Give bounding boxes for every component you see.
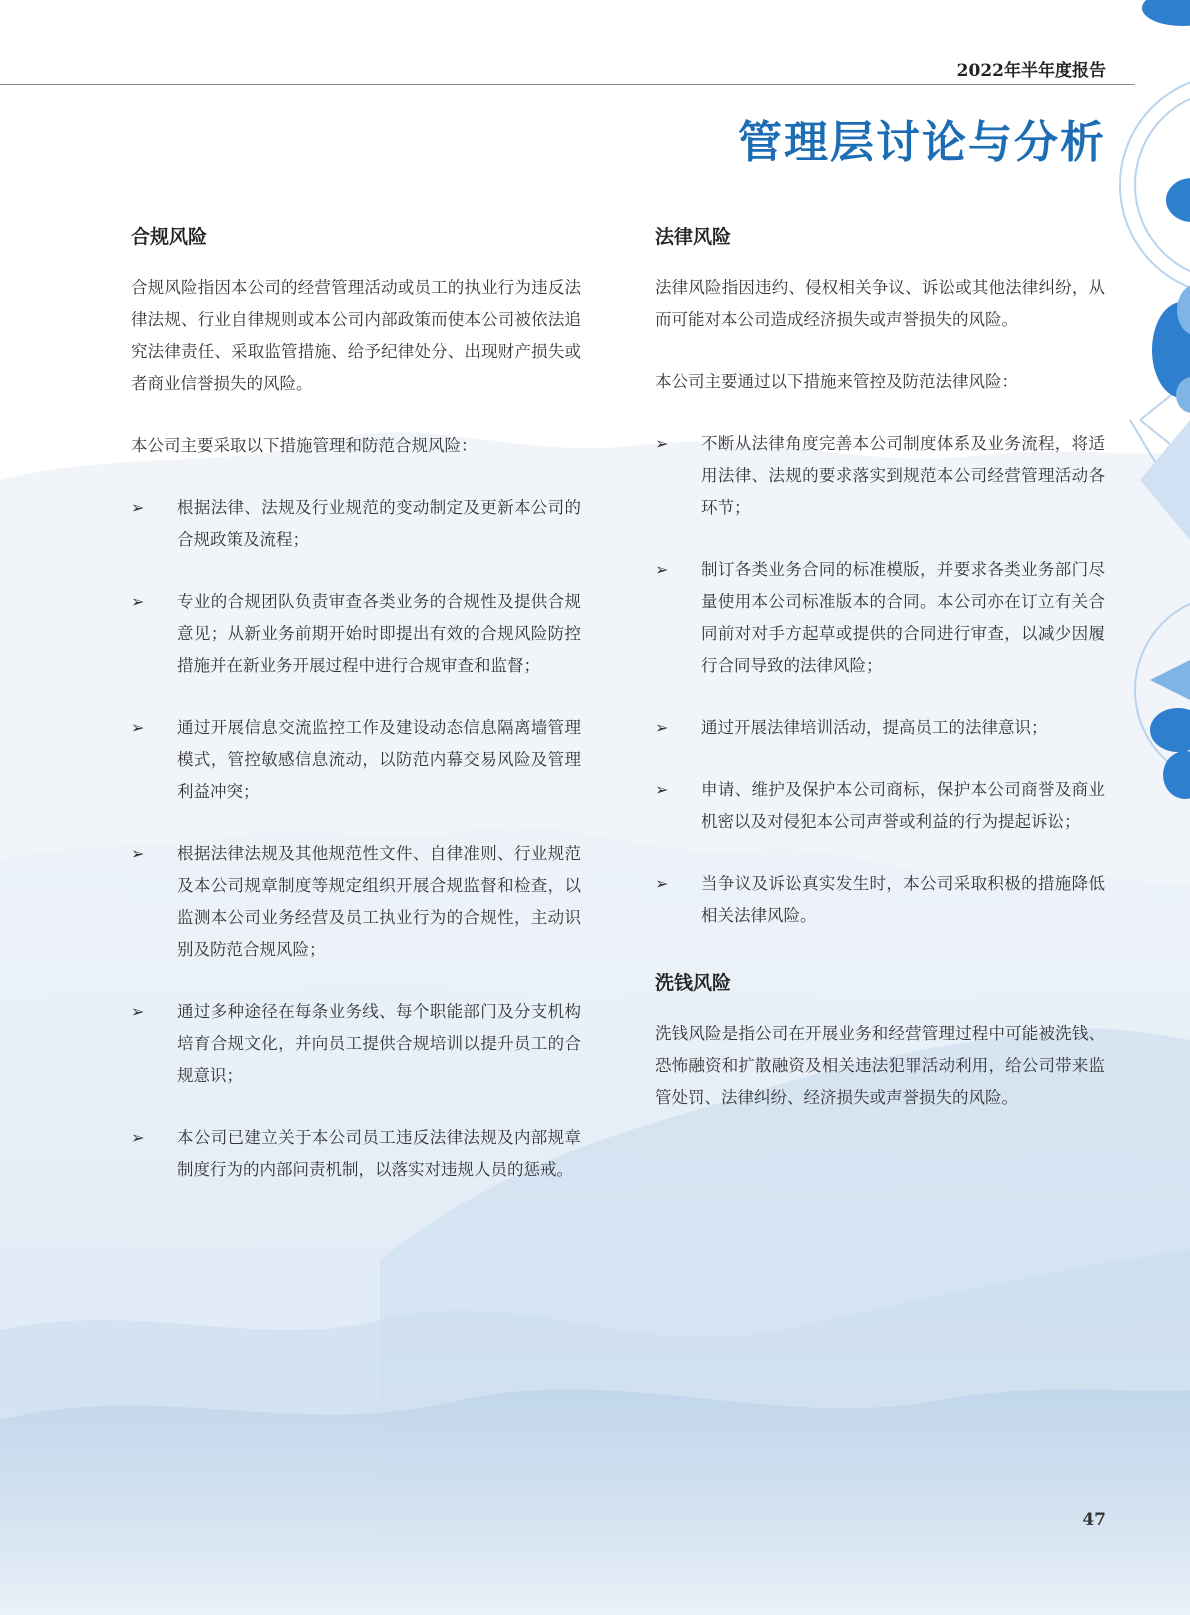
- list-item: [655, 774, 1105, 838]
- arrowhead-bullet-icon: ➢: [655, 434, 669, 453]
- list-item-text: 当争议及诉讼真实发生时，本公司采取积极的措施降低相关法律风险。: [701, 874, 1105, 925]
- list-item: [131, 996, 581, 1092]
- list-item-text: 通过开展法律培训活动，提高员工的法律意识；: [701, 718, 1048, 737]
- arrowhead-bullet-icon: ➢: [131, 1002, 145, 1021]
- arrowhead-bullet-icon: ➢: [131, 498, 145, 517]
- legal-measures-list: [655, 428, 1105, 932]
- left-column: [131, 222, 581, 1216]
- header-divider: [0, 84, 1135, 85]
- legal-risk-intro: 法律风险指因违约、侵权相关争议、诉讼或其他法律纠纷，从而可能对本公司造成经济损失或声誉损失的风险。: [655, 278, 1105, 329]
- aml-risk-intro: 洗钱风险是指公司在开展业务和经营管理过程中可能被洗钱、恐怖融资和扩散融资及相关违法犯罪活动利用，给公司带来监管处罚、法律纠纷、经济损失或声誉损失的风险。: [655, 1024, 1105, 1107]
- list-item: [131, 492, 581, 556]
- list-item-text: 本公司已建立关于本公司员工违反法律法规及内部规章制度行为的内部问责机制，以落实对违规人员的惩戒。: [177, 1128, 581, 1179]
- report-title: 2022年半年度报告: [956, 61, 1106, 81]
- arrowhead-bullet-icon: ➢: [131, 592, 145, 611]
- flower-ornament-image: [1100, 0, 1190, 820]
- list-item: [131, 586, 581, 682]
- list-item-text: 根据法律、法规及行业规范的变动制定及更新本公司的合规政策及流程；: [177, 498, 581, 549]
- list-item-text: 不断从法律角度完善本公司制度体系及业务流程，将适用法律、法规的要求落实到规范本公司经营管理活动各环节；: [701, 434, 1105, 517]
- list-item: [655, 428, 1105, 524]
- section-title: 管理层讨论与分析: [738, 117, 1106, 168]
- compliance-risk-heading: 合规风险: [131, 226, 208, 248]
- list-item-text: 通过多种途径在每条业务线、每个职能部门及分支机构培育合规文化，并向员工提供合规培训以提升员工的合规意识；: [177, 1002, 581, 1085]
- compliance-measures-intro: 本公司主要采取以下措施管理和防范合规风险：: [131, 436, 478, 455]
- list-item: [131, 712, 581, 808]
- compliance-risk-intro: 合规风险指因本公司的经营管理活动或员工的执业行为违反法律法规、行业自律规则或本公司内部政策而使本公司被依法追究法律责任、采取监管措施、给予纪律处分、出现财产损失或者商业信誉损失的风险。: [131, 278, 581, 393]
- arrowhead-bullet-icon: ➢: [655, 780, 669, 799]
- list-item: [655, 554, 1105, 682]
- list-item-text: 通过开展信息交流监控工作及建设动态信息隔离墙管理模式，管控敏感信息流动，以防范内幕交易风险及管理利益冲突；: [177, 718, 581, 801]
- arrowhead-bullet-icon: ➢: [131, 718, 145, 737]
- list-item: [131, 1122, 581, 1186]
- page-number: 47: [1082, 1510, 1106, 1530]
- legal-risk-heading: 法律风险: [655, 226, 732, 248]
- list-item: [655, 712, 1105, 744]
- list-item-text: 根据法律法规及其他规范性文件、自律准则、行业规范及本公司规章制度等规定组织开展合规监督和检查，以监测本公司业务经营及员工执业行为的合规性，主动识别及防范合规风险；: [177, 844, 581, 959]
- compliance-measures-list: [131, 492, 581, 1186]
- legal-measures-intro: 本公司主要通过以下措施来管控及防范法律风险：: [655, 372, 1018, 391]
- list-item: [655, 868, 1105, 932]
- arrowhead-bullet-icon: ➢: [131, 844, 145, 863]
- list-item-text: 申请、维护及保护本公司商标，保护本公司商誉及商业机密以及对侵犯本公司声誉或利益的行为提起诉讼；: [701, 780, 1105, 831]
- arrowhead-bullet-icon: ➢: [655, 874, 669, 893]
- aml-risk-heading: 洗钱风险: [655, 972, 732, 994]
- list-item-text: 制订各类业务合同的标准模版，并要求各类业务部门尽量使用本公司标准版本的合同。本公司亦在订立有关合同前对对手方起草或提供的合同进行审查，以减少因履行合同导致的法律风险；: [701, 560, 1105, 675]
- right-column: [655, 222, 1105, 1144]
- list-item: [131, 838, 581, 966]
- arrowhead-bullet-icon: ➢: [131, 1128, 145, 1147]
- arrowhead-bullet-icon: ➢: [655, 718, 669, 737]
- arrowhead-bullet-icon: ➢: [655, 560, 669, 579]
- list-item-text: 专业的合规团队负责审查各类业务的合规性及提供合规意见；从新业务前期开始时即提出有效的合规风险防控措施并在新业务开展过程中进行合规审查和监督；: [177, 592, 581, 675]
